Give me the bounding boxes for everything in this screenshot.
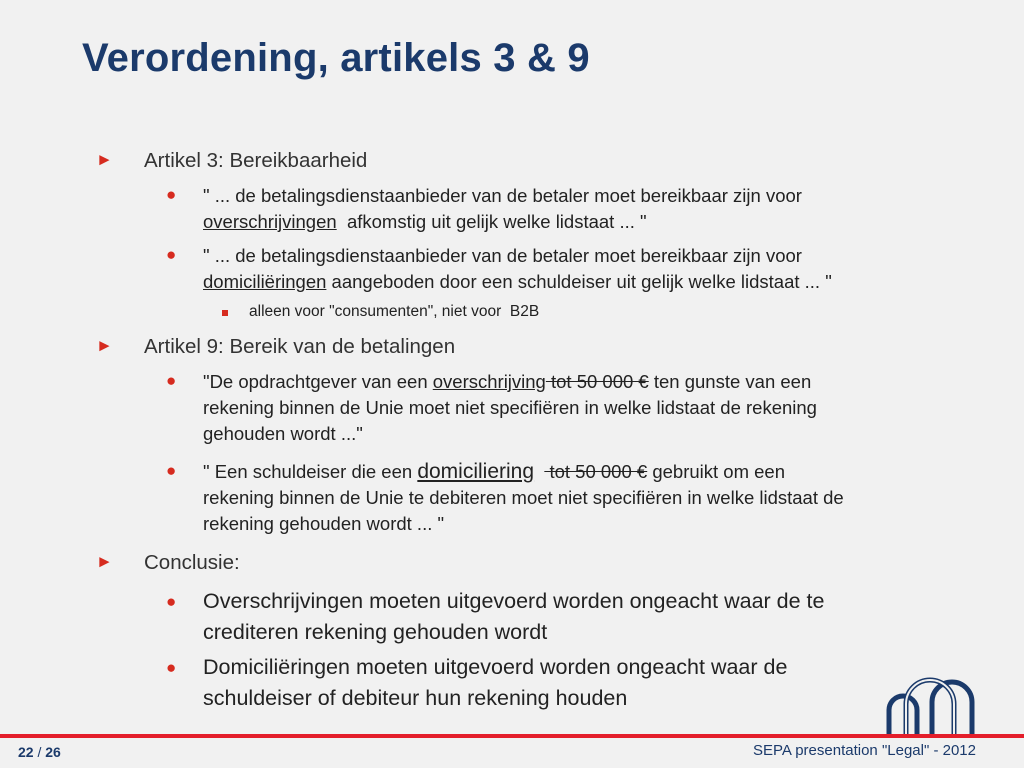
underlined-term: domiciliering [417,460,535,483]
sub-bullet-text [203,243,832,295]
underlined-term: domiciliëringen [203,271,327,292]
page-separator: / [33,744,46,760]
line-1: Overschrijvingen moeten uitgevoerd worden ongeacht waar de te [203,589,825,613]
page-current: 22 [18,744,34,760]
post-text: gebruikt om een [647,461,786,482]
dot-bullet-icon: ● [166,658,177,677]
line-3: gehouden wordt ..." [203,423,363,444]
pre-text: " Een schuldeiser die een [203,461,418,482]
bullet-text: Conclusie: [144,551,240,574]
footer-caption: SEPA presentation "Legal" - 2012 [752,742,976,759]
line-2: rekening binnen de Unie moet niet specifiëren in welke lidstaat de rekening [203,397,817,418]
bullet-text: Artikel 9: Bereik van de betalingen [144,335,456,358]
line-2-rest: afkomstig uit gelijk welke lidstaat ... " [336,211,647,232]
dot-bullet-icon: ● [166,371,177,390]
underlined-term: overschrijvingen [203,211,337,232]
struck-amount: tot 50 000 € [544,461,648,482]
triangle-bullet-icon: ► [96,150,113,169]
line-2-rest: aangeboden door een schuldeiser uit gelijk welke lidstaat ... " [326,271,832,292]
line-1: " ... de betalingsdienstaanbieder van de betaler moet bereikbaar zijn voor [203,245,802,266]
post-text: ten gunste van een [648,371,812,392]
line-3: rekening gehouden wordt ... " [203,513,445,534]
dot-bullet-icon: ● [166,592,177,611]
slide-title: Verordening, artikels 3 & 9 [82,36,590,80]
line-1: Domiciliëringen moeten uitgevoerd worden ongeacht waar de [203,655,788,679]
sub-bullet-text [203,459,844,537]
struck-amount: tot 50 000 € [545,371,649,392]
page-number [18,744,61,760]
sub-bullet-text [203,183,802,235]
sub-bullet-text [203,586,824,648]
dot-bullet-icon: ● [166,245,177,264]
line-2: rekening binnen de Unie te debiteren moet niet specifiëren in welke lidstaat de [203,487,844,508]
gap [534,461,544,482]
line-2: schuldeiser of debiteur hun rekening houden [203,686,628,710]
sub-bullet-text [203,369,817,447]
line-2: crediteren rekening gehouden wordt [203,620,548,644]
page-total: 26 [45,744,61,760]
arches-logo-icon [884,676,976,734]
underlined-term: overschrijving [432,371,546,392]
triangle-bullet-icon: ► [96,336,113,355]
sub-bullet-text [203,652,787,714]
sub-sub-bullet-text: alleen voor "consumenten", niet voor B2B [249,303,540,320]
triangle-bullet-icon: ► [96,552,113,571]
dot-bullet-icon: ● [166,461,177,480]
pre-text: "De opdrachtgever van een [203,371,433,392]
footer-divider [0,734,1024,738]
line-1: " ... de betalingsdienstaanbieder van de betaler moet bereikbaar zijn voor [203,185,802,206]
dot-bullet-icon: ● [166,185,177,204]
square-bullet-icon [222,310,228,316]
bullet-text: Artikel 3: Bereikbaarheid [144,149,368,172]
